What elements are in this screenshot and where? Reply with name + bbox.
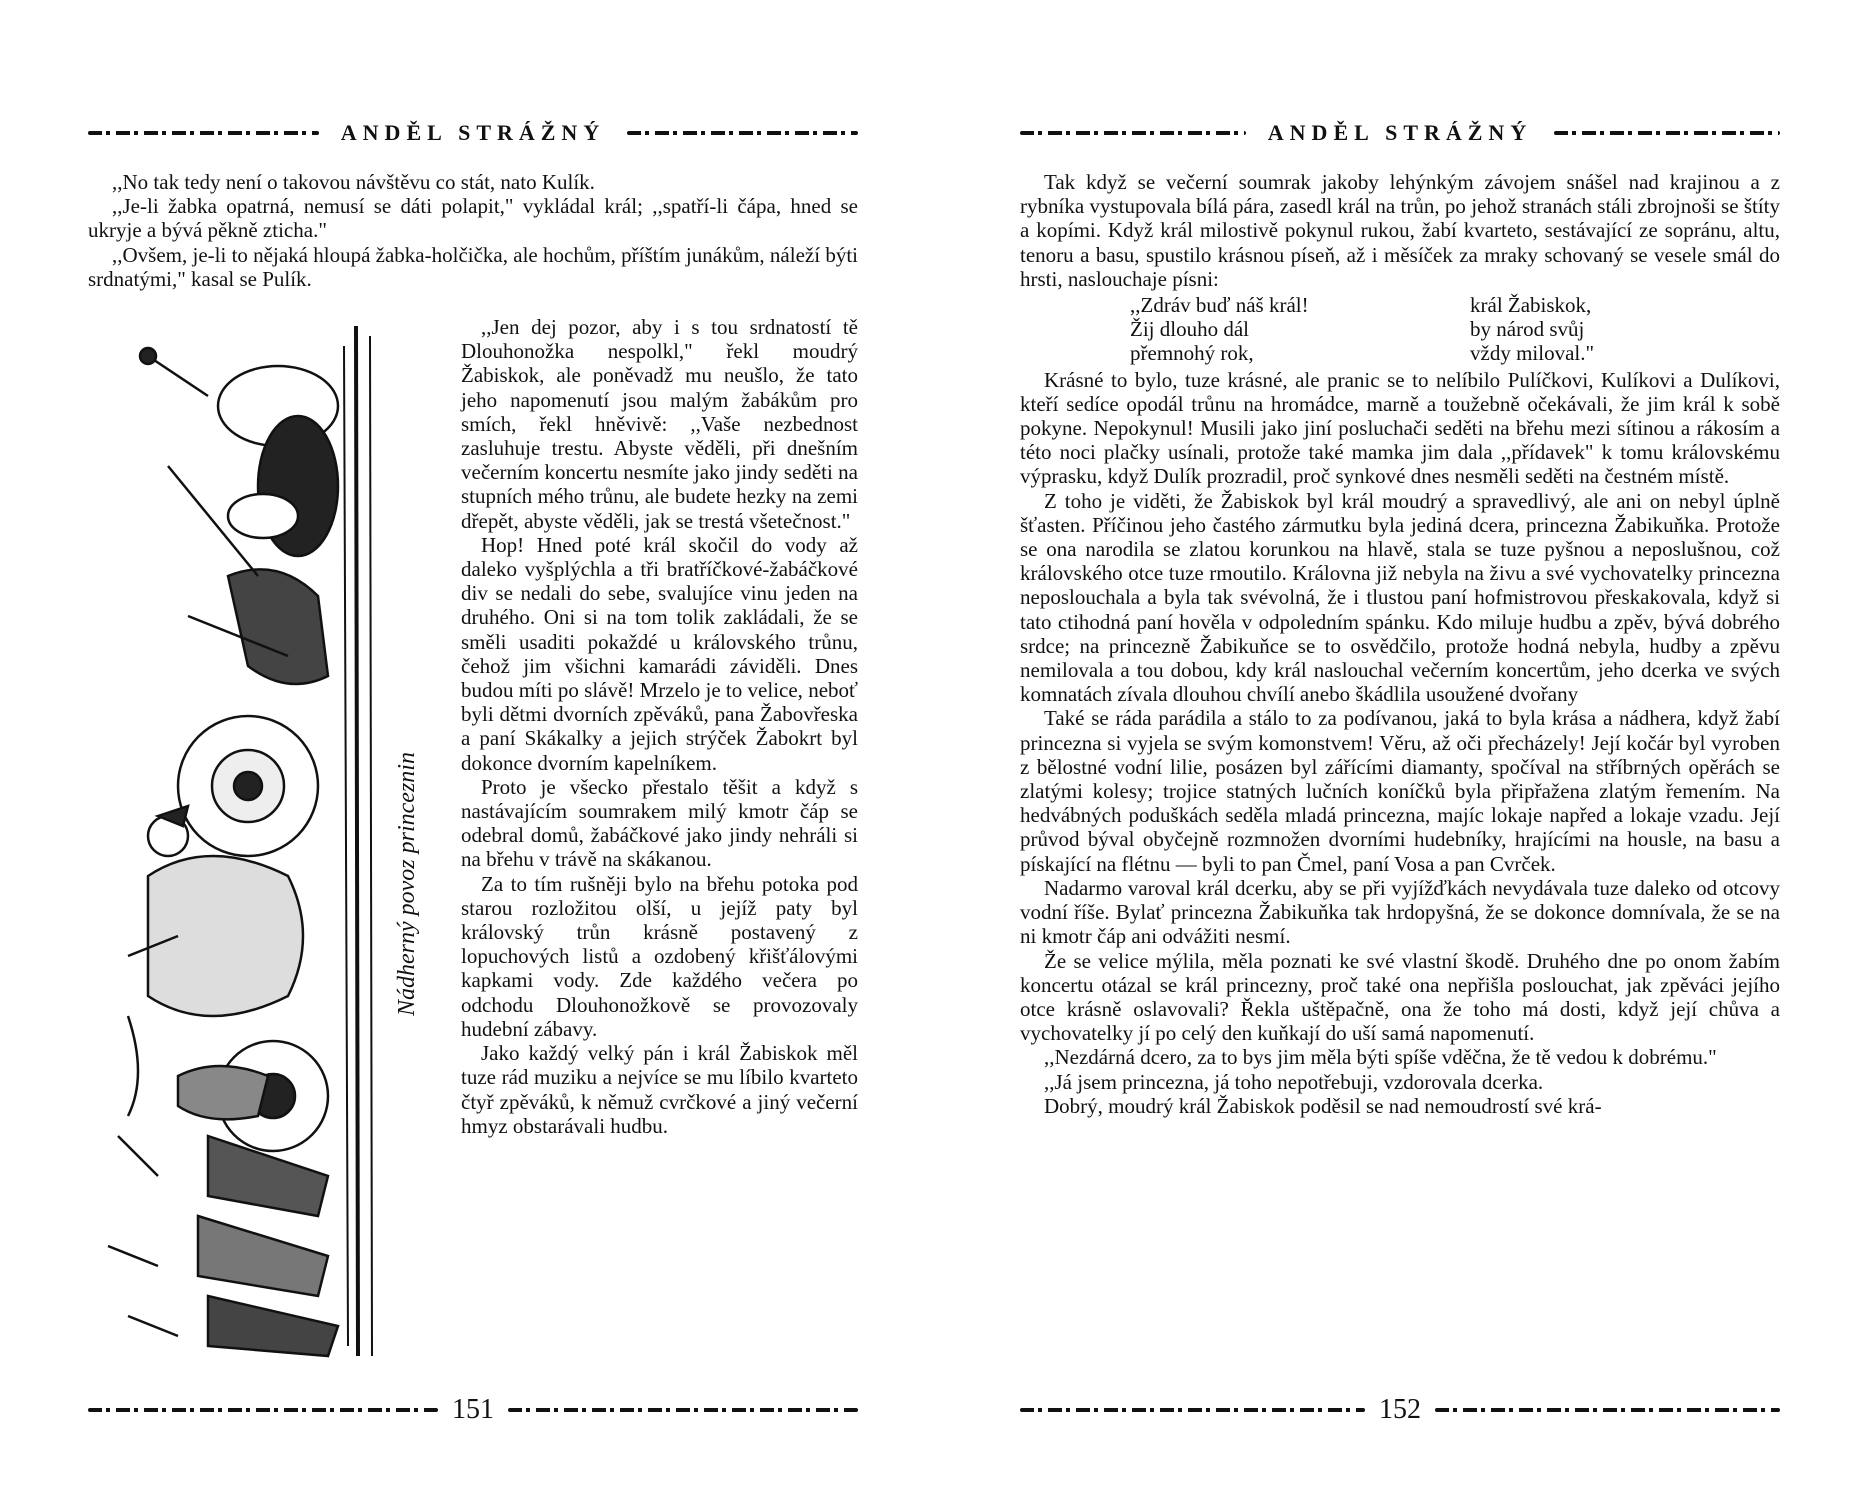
running-header xyxy=(1020,118,1780,148)
page-number: 151 xyxy=(452,1394,494,1425)
paragraph: Také se ráda parádila a stálo to za podívanou, jaká to byla krása a nádhera, když žabí princezna si vyjela se svým komonstvem! Věru, až oči přecházely! Její kočár byl vyroben z bělostné vodní lilie, posázen byl zářícími diamanty, spočíval na stříbrných opěrách se zlatými kolesy; trojice statných lučních koníčků byla připřažena zlatým řemením. Na hedvábných poduškách seděla mladá princezna, majíc lokaje napřed a lokaje vzadu. Její průvod býval obyčejně rozmnožen dvorními hudebníky, hrajícími na housle, na basu a pískající na flétnu — byli to pan Čmel, paní Vosa a pan Cvrček. xyxy=(1020,706,1780,876)
page-footer xyxy=(88,1393,858,1427)
poem-line: Žij dlouho dál xyxy=(1130,317,1249,342)
illustration-drawing xyxy=(88,316,388,1366)
paragraph: Nadarmo varoval král dcerku, aby se při vyjížďkách nevydávala tuze daleko od otcovy vodní říše. Bylať princezna Žabikuňka tak hrdopyšná, že se dokonce domnívala, že se na ni kmotr čáp ani odvážiti nesmí. xyxy=(1020,875,1780,949)
paragraph: ,,Nezdárná dcero, za to bys jim měla býti spíše vděčna, že tě vedou k dobrému." xyxy=(1044,1045,1717,1070)
footer-ornament-right xyxy=(1435,1408,1780,1412)
paragraph: ,,Ovšem, je-li to nějaká hloupá žabka-holčička, ale hochům, příštím junákům, náleží býti srdnatými," kasal se Pulík. xyxy=(88,242,858,291)
paragraph: Hop! Hned poté král skočil do vody až daleko vyšplýchla a tři bratříčkové-žabáčkové div se nedali do sebe, svalujíce vinu jeden na druhého. Oni si na tom tolik zakládali, že se směli usaditi pokaždé u královského trůnu, čehož jim všichni kamarádi záviděli. Dnes budou míti po slávě! Mrzelo je to velice, neboť byli dětmi dvorních zpěváků, pana Žabovřeska a paní Skákalky a jejich strýček Žabokrt byl dokonce dvorním kapelníkem. xyxy=(461,532,858,775)
paragraph: Krásné to bylo, tuze krásné, ale pranic se to nelíbilo Pulíčkovi, Kulíkovi a Dulíkovi, kteří sedíce opodál trůnu na hromádce, marně a toužebně očekávali, že jim král k sobě pokyne. Nepokynul! Musili jako jiní posluchači seděti na břehu mezi sítinou a rákosím a této noci plačky usínali, protože také mamka jim dala ,,přídavek" k tomu královskému výprasku, když Dulík prozradil, proč synkové dnes nesměli seděti na čestném místě. xyxy=(1020,367,1780,489)
poem-line: ,,Zdráv buď náš král! xyxy=(1130,293,1309,318)
header-ornament-right xyxy=(627,131,858,135)
header-ornament-right xyxy=(1554,131,1780,135)
poem-line: přemnohý rok, xyxy=(1130,341,1254,366)
footer-ornament-right xyxy=(508,1408,858,1412)
intro-text xyxy=(88,170,858,291)
poem-line: vždy miloval." xyxy=(1470,341,1595,366)
page-number: 152 xyxy=(1379,1394,1421,1425)
right-page xyxy=(1020,0,1780,1500)
paragraph: Že se velice mýlila, měla poznati ke své vlastní škodě. Druhého dne po onom žabím koncertu otázal se král princezny, proč také ona nepřišla poslouchat, jak zpěváci jejího otce krásně oslavovali? Řekla uštěpačně, ona že toho má dosti, když její chůva a vychovatelky jí po celý den kuňkají do uší samá napomenutí. xyxy=(1020,948,1780,1046)
illustration-caption: Nádherný povoz princeznin xyxy=(394,752,420,1016)
column-text xyxy=(461,315,858,1138)
main-text xyxy=(1020,170,1780,1118)
paragraph: ,,No tak tedy není o takovou návštěvu co stát, nato Kulík. xyxy=(112,170,595,194)
header-ornament-left xyxy=(1020,131,1246,135)
running-header xyxy=(88,118,858,148)
paragraph: ,,Jen dej pozor, aby i s tou srdnatostí tě Dlouhonožka nespolkl," řekl moudrý Žabiskok, ale poněvadž mu neušlo, že tato jeho napomenutí jsou malým žabákům pro smích, řekl hněvivě: ,,Vaše nezbednost zasluhuje trestu. Abyste věděli, při dnešním večerním koncertu nesmíte jako jindy seděti na stupních mého trůnu, ale budete hezky na zemi dřepět, abyste věděli, jak se trestá všetečnost." xyxy=(461,315,858,533)
paragraph: Z toho je viděti, že Žabiskok byl král moudrý a spravedlivý, ale ani on nebyl úplně šťasten. Příčinou jeho častého zármutku byla jediná dcera, princezna Žabikuňka. Protože se ona narodila se zlatou korunkou na hlavě, stala se tuze pyšnou a neposlušnou, což královského otce tuze rmoutilo. Královna již nebyla na živu a své vychovatelky princezna neposlouchala a byla tak svévolná, že i tlustou paní hofmistrovou přeskakovala, když si tato ctihodná paní hověla v odpoledním spánku. Kdo miluje hudbu a zpěv, bývá dobrého srdce; na princezně Žabikuňce se to osvědčilo, protože hodná nebyla, hudby a zpěvu nemilovala a tou dobou, kdy král naslouchal večerním koncertům, jeho dcerka ve svých komnatách zívala dlouhou chvílí anebo škádlila usoužené dvořany xyxy=(1020,488,1780,707)
paragraph: ,,Já jsem princezna, já toho nepotřebuji, vzdorovala dcerka. xyxy=(1044,1069,1544,1094)
header-ornament-left xyxy=(88,131,319,135)
song-poem xyxy=(1130,293,1780,366)
left-page xyxy=(88,0,858,1500)
paragraph: Proto je všecko přestalo těšit a když s nastávajícím soumrakem milý kmotr čáp se odebral domů, žabáčkové jako jindy nehráli si na břehu v trávě na skákanou. xyxy=(461,774,858,872)
poem-line: by národ svůj xyxy=(1470,317,1585,342)
paragraph: Tak když se večerní soumrak jakoby lehýnkým závojem snášel nad krajinou a z rybníka vystupovala bílá pára, zasedl král na trůn, po jehož stranách stáli zbrojnoši se štíty a kopími. Když král milostivě pokynul rukou, žabí kvarteto, sestávající ze sopránu, altu, tenoru a basu, spustilo krásnou píseň, až i měsíček za mraky schovaný se vesele smál do hrsti, naslouchaje písni: xyxy=(1020,170,1780,291)
poem-line: král Žabiskok, xyxy=(1470,293,1592,318)
header-title: ANDĚL STRÁŽNÝ xyxy=(1267,120,1533,145)
page-footer xyxy=(1020,1393,1780,1427)
footer-ornament-left xyxy=(1020,1408,1365,1412)
paragraph: Za to tím rušněji bylo na břehu potoka pod starou rozložitou olší, u jejíž paty byl královský trůn krásně postavený z lopuchových listů a ozdobený křišťálovými kapkami vody. Zde každého večera po odchodu Dlouhonožkově se provozovaly hudební zábavy. xyxy=(461,871,858,1041)
paragraph: Jako každý velký pán i král Žabiskok měl tuze rád muziku a nejvíce se mu líbilo kvarteto čtyř zpěváků, k němuž cvrčkové a jiný večerní hmyz obstarávali hudbu. xyxy=(461,1041,858,1138)
frog-carriage-illustration xyxy=(88,316,448,1366)
footer-ornament-left xyxy=(88,1408,438,1412)
paragraph: ,,Je-li žabka opatrná, nemusí se dáti polapit," vykládal král; ,,spatří-li čápa, hned se ukryje a bývá pěkně zticha." xyxy=(88,194,858,243)
header-title: ANDĚL STRÁŽNÝ xyxy=(340,120,606,145)
paragraph: Dobrý, moudrý král Žabiskok poděsil se nad nemoudrostí své krá- xyxy=(1044,1093,1602,1118)
